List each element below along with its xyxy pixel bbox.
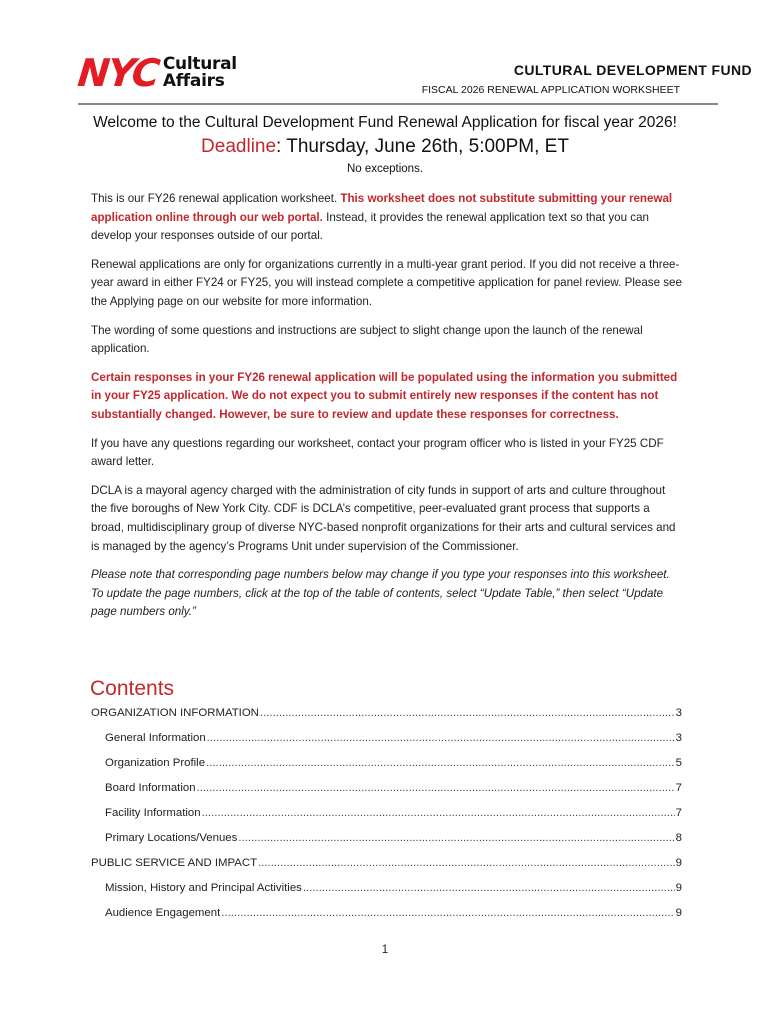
paragraph-eligibility: Renewal applications are only for organizations currently in a multi-year grant period. If you did not receive a three-year award in either FY24 or FY25, you will instead complete a competitive application for panel review. Please see the Applying page on our website for more information. — [91, 257, 682, 308]
logo-wordmark — [163, 56, 237, 90]
toc-leader — [207, 732, 675, 744]
deadline-line — [0, 136, 770, 158]
paragraph-page-number-note: Please note that corresponding page numbers below may change if you type your responses into this worksheet. To update the page numbers, click at the top of the table of contents, select “Update Table,” then select “Update page numbers only.” — [91, 568, 670, 619]
contents-heading: Contents — [90, 677, 175, 700]
document-body — [91, 190, 683, 632]
logo-nyc-mark: NYC — [75, 51, 161, 95]
header-divider — [78, 103, 718, 105]
toc-page-number: 5 — [675, 757, 682, 769]
toc-item-organization-profile[interactable] — [91, 757, 682, 782]
toc-page-number: 3 — [675, 707, 682, 719]
toc-leader — [303, 882, 675, 894]
toc-item-public-service-and-impact[interactable] — [91, 857, 682, 882]
deadline-label: Deadline — [201, 136, 277, 157]
toc-leader — [206, 757, 675, 769]
paragraph-wording-note: The wording of some questions and instructions are subject to slight change upon the launch of the renewal application. — [91, 323, 643, 356]
toc-page-number: 8 — [675, 832, 682, 844]
toc-label: Organization Profile — [105, 757, 206, 769]
toc-label: Facility Information — [105, 807, 201, 819]
toc-leader — [260, 707, 675, 719]
toc-label: PUBLIC SERVICE AND IMPACT — [91, 857, 258, 869]
welcome-heading: Welcome to the Cultural Development Fund Renewal Application for fiscal year 2026! — [93, 114, 677, 131]
toc-page-number: 9 — [675, 882, 682, 894]
p1-warning: This worksheet does not substitute submitting your renewal application online through our web portal. — [91, 192, 673, 224]
toc-item-primary-locations[interactable] — [91, 832, 682, 857]
logo-line-2: Affairs — [162, 71, 225, 91]
page-number: 1 — [381, 944, 389, 956]
toc-label: ORGANIZATION INFORMATION — [91, 707, 259, 719]
table-of-contents — [91, 707, 682, 932]
paragraph-prepopulated-warning: Certain responses in your FY26 renewal application will be populated using the information you submitted in your FY25 application. We do not expect you to submit entirely new responses if the content has not substantially changed. However, be sure to review and update these responses for correctness. — [91, 370, 678, 421]
document-subtitle: FISCAL 2026 RENEWAL APPLICATION WORKSHEET — [421, 84, 680, 96]
toc-page-number: 9 — [675, 857, 682, 869]
document-title: CULTURAL DEVELOPMENT FUND — [513, 62, 752, 78]
p1-text-a: This is our FY26 renewal application worksheet. — [91, 192, 341, 205]
toc-item-facility-information[interactable] — [91, 807, 682, 832]
logo-line-1: Cultural — [162, 54, 237, 74]
paragraph-worksheet-intro — [91, 190, 683, 246]
toc-leader — [258, 857, 675, 869]
nyc-cultural-affairs-logo — [75, 51, 237, 95]
toc-leader — [197, 782, 675, 794]
paragraph-dcla-description: DCLA is a mayoral agency charged with the administration of city funds in support of arts and culture throughout the five boroughs of New York City. CDF is DCLA’s competitive, peer-evaluated grant process that supports a broad, multidisciplinary group of diverse NYC-based nonprofit organizations for their arts and cultural services and is managed by the agency’s Programs Unit under supervision of the Commissioner. — [91, 483, 676, 553]
toc-item-mission-history[interactable] — [91, 882, 682, 907]
toc-item-audience-engagement[interactable] — [91, 907, 682, 932]
toc-leader — [238, 832, 674, 844]
toc-page-number: 3 — [675, 732, 682, 744]
p1-text-c: Instead, it provides the renewal application text so that you can develop your responses outside of our portal. — [91, 210, 649, 243]
paragraph-questions-contact: If you have any questions regarding our worksheet, contact your program officer who is listed in your FY25 CDF award letter. — [91, 436, 664, 469]
toc-label: Audience Engagement — [105, 907, 221, 919]
toc-item-board-information[interactable] — [91, 782, 682, 807]
toc-leader — [221, 907, 674, 919]
toc-item-general-information[interactable] — [91, 732, 682, 757]
toc-label: Board Information — [105, 782, 196, 794]
toc-label: Mission, History and Principal Activities — [105, 882, 302, 894]
toc-label: Primary Locations/Venues — [105, 832, 238, 844]
deadline-date: : Thursday, June 26th, 5:00PM, ET — [276, 136, 569, 157]
toc-leader — [202, 807, 675, 819]
toc-page-number: 7 — [675, 807, 682, 819]
toc-page-number: 7 — [675, 782, 682, 794]
no-exceptions-note: No exceptions. — [346, 163, 424, 175]
toc-page-number: 9 — [675, 907, 682, 919]
toc-item-organization-information[interactable] — [91, 707, 682, 732]
toc-label: General Information — [105, 732, 206, 744]
